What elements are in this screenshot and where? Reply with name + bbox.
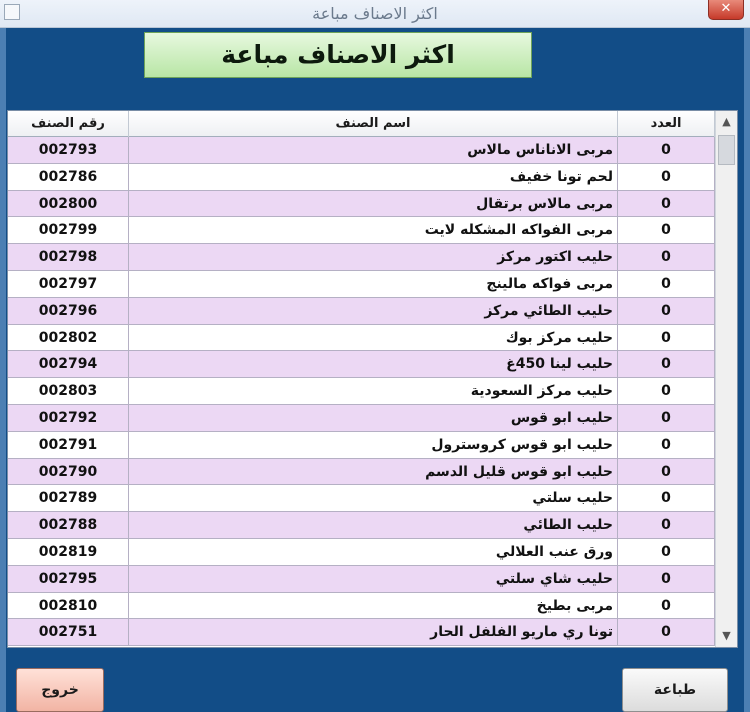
table-row[interactable]: [8, 378, 715, 405]
cell-item-code[interactable]: 002797: [8, 271, 129, 297]
table-row[interactable]: [8, 619, 715, 646]
table-row[interactable]: [8, 593, 715, 620]
cell-item-count[interactable]: 0: [618, 619, 715, 645]
cell-item-code[interactable]: 002803: [8, 378, 129, 404]
table-row[interactable]: [8, 405, 715, 432]
cell-item-count[interactable]: 0: [618, 298, 715, 324]
cell-item-code[interactable]: 002788: [8, 512, 129, 538]
cell-item-name[interactable]: مربى الاناناس مالاس: [129, 137, 618, 163]
cell-item-code[interactable]: 002786: [8, 164, 129, 190]
cell-item-name[interactable]: مربى فواكه مالينج: [129, 271, 618, 297]
column-header-code[interactable]: رقم الصنف: [8, 111, 129, 137]
cell-item-code[interactable]: 002799: [8, 217, 129, 243]
scroll-up-icon[interactable]: ▲: [722, 115, 731, 128]
cell-item-count[interactable]: 0: [618, 566, 715, 592]
cell-item-count[interactable]: 0: [618, 405, 715, 431]
cell-item-count[interactable]: 0: [618, 351, 715, 377]
table-row[interactable]: [8, 164, 715, 191]
table-row[interactable]: [8, 191, 715, 218]
cell-item-count[interactable]: 0: [618, 244, 715, 270]
cell-item-name[interactable]: مربى مالاس برتقال: [129, 191, 618, 217]
cell-item-name[interactable]: حليب اكتور مركز: [129, 244, 618, 270]
cell-item-count[interactable]: 0: [618, 137, 715, 163]
cell-item-code[interactable]: 002790: [8, 459, 129, 485]
cell-item-name[interactable]: حليب ابو قوس قليل الدسم: [129, 459, 618, 485]
vertical-scrollbar[interactable]: [715, 111, 737, 647]
table-row[interactable]: [8, 325, 715, 352]
cell-item-name[interactable]: تونا ري ماريو الفلفل الحار: [129, 619, 618, 645]
cell-item-name[interactable]: حليب ابو قوس: [129, 405, 618, 431]
cell-item-code[interactable]: 002795: [8, 566, 129, 592]
table-row[interactable]: [8, 539, 715, 566]
cell-item-count[interactable]: 0: [618, 485, 715, 511]
cell-item-code[interactable]: 002789: [8, 485, 129, 511]
cell-item-name[interactable]: حليب مركز السعودية: [129, 378, 618, 404]
grid-header: [8, 111, 715, 137]
column-header-name[interactable]: اسم الصنف: [129, 111, 618, 137]
table-row[interactable]: [8, 566, 715, 593]
cell-item-name[interactable]: مربى بطيخ: [129, 593, 618, 619]
cell-item-count[interactable]: 0: [618, 459, 715, 485]
cell-item-code[interactable]: 002796: [8, 298, 129, 324]
cell-item-count[interactable]: 0: [618, 271, 715, 297]
title-bar: [0, 0, 750, 28]
grid-rows: [8, 137, 715, 646]
table-row[interactable]: [8, 351, 715, 378]
scroll-down-icon[interactable]: ▼: [722, 629, 731, 642]
cell-item-name[interactable]: حليب لينا 450غ: [129, 351, 618, 377]
table-row[interactable]: [8, 485, 715, 512]
cell-item-count[interactable]: 0: [618, 164, 715, 190]
cell-item-name[interactable]: حليب مركز بوك: [129, 325, 618, 351]
cell-item-code[interactable]: 002800: [8, 191, 129, 217]
column-header-count[interactable]: العدد: [618, 111, 715, 137]
close-button[interactable]: ✕: [708, 0, 744, 20]
table-row[interactable]: [8, 298, 715, 325]
cell-item-code[interactable]: 002810: [8, 593, 129, 619]
cell-item-code[interactable]: 002791: [8, 432, 129, 458]
cell-item-name[interactable]: مربى الفواكه المشكله لايت: [129, 217, 618, 243]
window-right-border: [744, 28, 750, 712]
print-button[interactable]: طباعة: [622, 668, 728, 712]
cell-item-code[interactable]: 002794: [8, 351, 129, 377]
exit-button[interactable]: خروج: [16, 668, 104, 712]
table-row[interactable]: [8, 137, 715, 164]
table-row[interactable]: [8, 244, 715, 271]
table-row[interactable]: [8, 459, 715, 486]
cell-item-code[interactable]: 002802: [8, 325, 129, 351]
cell-item-code[interactable]: 002819: [8, 539, 129, 565]
items-grid: [7, 110, 738, 648]
table-row[interactable]: [8, 432, 715, 459]
scroll-thumb[interactable]: [718, 135, 735, 165]
cell-item-count[interactable]: 0: [618, 539, 715, 565]
cell-item-name[interactable]: حليب الطائي مركز: [129, 298, 618, 324]
cell-item-count[interactable]: 0: [618, 593, 715, 619]
cell-item-count[interactable]: 0: [618, 191, 715, 217]
table-row[interactable]: [8, 512, 715, 539]
page-title: اكثر الاصناف مباعة: [144, 32, 532, 78]
cell-item-code[interactable]: 002751: [8, 619, 129, 645]
cell-item-count[interactable]: 0: [618, 432, 715, 458]
cell-item-code[interactable]: 002792: [8, 405, 129, 431]
cell-item-count[interactable]: 0: [618, 378, 715, 404]
cell-item-code[interactable]: 002793: [8, 137, 129, 163]
cell-item-count[interactable]: 0: [618, 325, 715, 351]
cell-item-name[interactable]: لحم تونا خفيف: [129, 164, 618, 190]
cell-item-name[interactable]: حليب الطائي: [129, 512, 618, 538]
table-row[interactable]: [8, 271, 715, 298]
cell-item-code[interactable]: 002798: [8, 244, 129, 270]
cell-item-count[interactable]: 0: [618, 217, 715, 243]
cell-item-name[interactable]: حليب ابو قوس كروسترول: [129, 432, 618, 458]
cell-item-name[interactable]: حليب شاي سلتي: [129, 566, 618, 592]
cell-item-name[interactable]: ورق عنب العلالي: [129, 539, 618, 565]
window-left-border: [0, 28, 6, 712]
cell-item-name[interactable]: حليب سلتي: [129, 485, 618, 511]
window-title: اكثر الاصناف مباعة: [312, 4, 438, 23]
cell-item-count[interactable]: 0: [618, 512, 715, 538]
table-row[interactable]: [8, 217, 715, 244]
